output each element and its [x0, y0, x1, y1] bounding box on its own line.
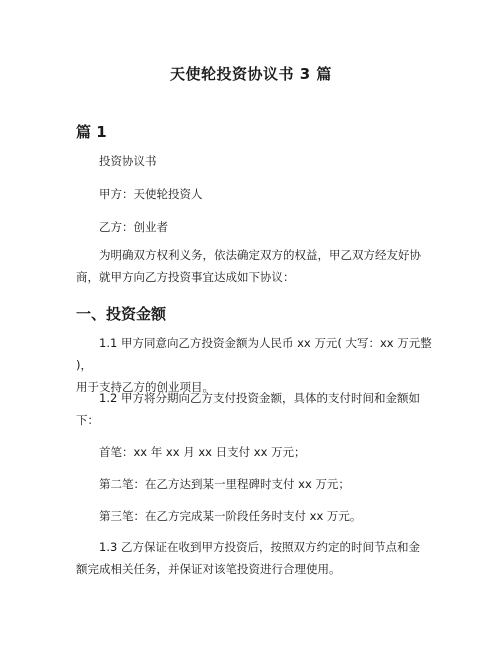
- party-b-line: 乙方：创业者: [99, 220, 168, 234]
- clause-1-3: 1.3 乙方保证在收到甲方投资后，按照双方约定的时间节点和金 额完成相关任务，并保证对该笔投资进行合理使用。: [76, 540, 420, 576]
- clause-heading-investment-amount: 一、投资金额: [76, 305, 167, 323]
- section-heading-1: 篇 1: [76, 123, 107, 141]
- payment-third: 第三笔：在乙方完成某一阶段任务时支付 xx 万元。: [99, 509, 362, 523]
- clause-1-1: 1.1 甲方同意向乙方投资金额为人民币 xx 万元( 大写：xx 万元整 )， 用于支持乙方的创业项目。: [76, 336, 432, 394]
- payment-second: 第二笔：在乙方达到某一里程碑时支付 xx 万元；: [99, 477, 350, 491]
- payment-first: 首笔：xx 年 xx 月 xx 日支付 xx 万元；: [99, 445, 306, 459]
- agreement-name: 投资协议书: [99, 154, 157, 168]
- preamble-paragraph: 为明确双方权利义务，依法确定双方的权益，甲乙双方经友好协 商，就甲方向乙方投资事宜达成如下协议：: [76, 248, 421, 284]
- party-a-line: 甲方：天使轮投资人: [99, 187, 203, 201]
- document-title: 天使轮投资协议书 3 篇: [170, 65, 332, 83]
- clause-1-2: 1.2 甲方将分期向乙方支付投资金额，具体的支付时间和金额如 下：: [76, 391, 420, 427]
